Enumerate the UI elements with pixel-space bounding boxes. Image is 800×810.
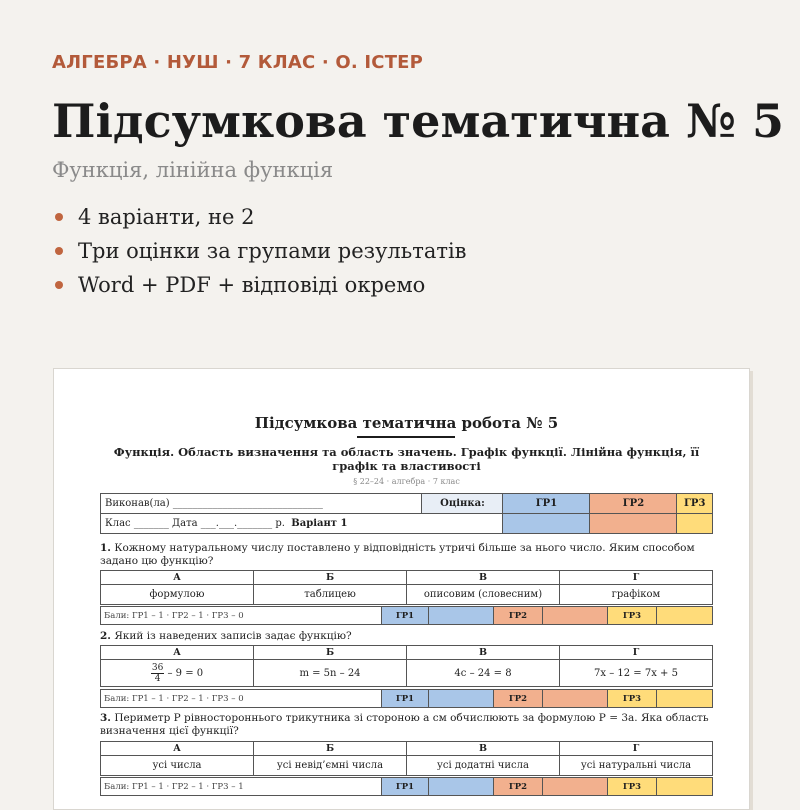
question-2: 2. Який із наведених записів задає функцію?	[100, 630, 352, 642]
title-underline	[357, 436, 455, 438]
option-b: таблицею	[254, 585, 407, 605]
answer-table-3: А Б В Г усі числа усі невід’ємні числа усі додатні числа усі натуральні числа	[100, 741, 713, 776]
worksheet-preview	[53, 368, 750, 810]
option-b: m = 5n – 24	[254, 660, 407, 687]
answer-table-1: А Б В Г формулою таблицею описовим (словесним) графіком	[100, 570, 713, 605]
option-b: усі невід’ємні числа	[254, 756, 407, 776]
fraction: $\frac{36}{4}$	[151, 662, 164, 684]
page-title: Підсумкова тематична № 5	[52, 94, 785, 148]
feature-item: Три оцінки за групами результатів	[52, 234, 467, 268]
class-date-field: Клас _______ Дата ___.___._______ р. Варіант 1	[101, 514, 503, 534]
doc-topic: Функція. Область визначення та область значень. Графік функції. Лінійна функція, її графік та властивості	[113, 445, 700, 473]
page-subtitle: Функція, лінійна функція	[52, 158, 334, 182]
gr2-score-cell	[590, 514, 677, 534]
score-label: Бали: ГР1 – 1 · ГР2 – 1 · ГР3 – 0	[101, 607, 382, 625]
score-row-1: Бали: ГР1 – 1 · ГР2 – 1 · ГР3 – 0 ГР1 ГР2 ГР3	[100, 606, 713, 625]
bullet-dot-icon	[55, 247, 63, 255]
gr2-header: ГР2	[590, 494, 677, 514]
gr1-score-cell	[503, 514, 590, 534]
feature-item: Word + PDF + відповіді окремо	[52, 268, 467, 302]
performer-field: Виконав(ла) ______________________________	[101, 494, 422, 514]
gr3-header: ГР3	[677, 494, 713, 514]
doc-title: Підсумкова тематична робота № 5	[254, 414, 559, 432]
bullet-dot-icon	[55, 213, 63, 221]
score-label: Бали: ГР1 – 1 · ГР2 – 1 · ГР3 – 0	[101, 690, 382, 708]
option-a: формулою	[101, 585, 254, 605]
question-3: 3. Периметр P рівностороннього трикутника зі стороною a см обчислюють за формулою P = 3a. Яка область визначення цієї функції?	[100, 712, 709, 737]
kicker: АЛГЕБРА · НУШ · 7 КЛАС · О. ІСТЕР	[52, 52, 424, 73]
option-c: описовим (словесним)	[407, 585, 560, 605]
option-c: 4c – 24 = 8	[407, 660, 560, 687]
score-label: Бали: ГР1 – 1 · ГР2 – 1 · ГР3 – 1	[101, 778, 382, 796]
gr3-score-cell	[677, 514, 713, 534]
variant-label: Варіант 1	[291, 518, 348, 529]
option-c: усі додатні числа	[407, 756, 560, 776]
score-row-2: Бали: ГР1 – 1 · ГР2 – 1 · ГР3 – 0 ГР1 ГР2 ГР3	[100, 689, 713, 708]
option-d: усі натуральні числа	[560, 756, 713, 776]
feature-item: 4 варіанти, не 2	[52, 200, 467, 234]
score-row-3: Бали: ГР1 – 1 · ГР2 – 1 · ГР3 – 1 ГР1 ГР2 ГР3	[100, 777, 713, 796]
option-a: усі числа	[101, 756, 254, 776]
question-1: 1. Кожному натуральному числу поставлено у відповідність утричі більше за нього число. Яким способом задано цю функцію?	[100, 542, 695, 567]
answer-table-2: А Б В Г $\frac{36}{4} - 9 = 0$ m = 5n – 24 4c – 24 = 8 7x – 12 = 7x + 5	[100, 645, 713, 687]
header-table	[100, 493, 713, 534]
option-d: 7x – 12 = 7x + 5	[560, 660, 713, 687]
feature-list	[52, 200, 467, 302]
grade-label: Оцінка:	[422, 494, 503, 514]
doc-ref: § 22–24 · алгебра · 7 клас	[353, 477, 460, 486]
option-a: $\frac{36}{4} - 9 = 0$	[101, 660, 254, 687]
gr1-header: ГР1	[503, 494, 590, 514]
option-d: графіком	[560, 585, 713, 605]
bullet-dot-icon	[55, 281, 63, 289]
